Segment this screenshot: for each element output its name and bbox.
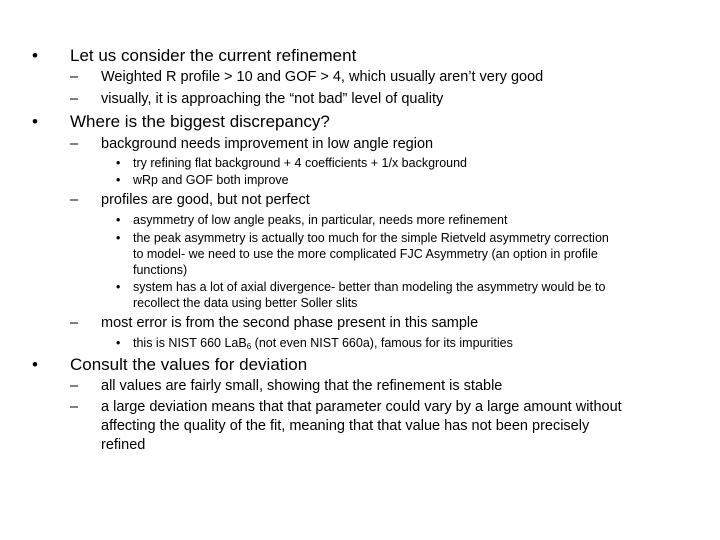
bullet-marker: • [32,46,38,65]
sub-sub-bullet-text: to model- we need to use the more complicated FJC Asymmetry (an option in profile [133,247,598,261]
subscript: 6 [246,342,252,351]
sub-sub-bullet-text [133,336,513,350]
dot-marker: • [116,173,121,187]
sub-sub-bullet-text: system has a lot of axial divergence- better than modeling the asymmetry would be to [133,280,606,294]
sub-sub-bullet-text: the peak asymmetry is actually too much for the simple Rietveld asymmetry correction [133,231,609,245]
dot-marker: • [116,280,121,294]
sub-bullet-text: all values are fairly small, showing that the refinement is stable [101,378,503,394]
dot-marker: • [116,336,121,350]
sub-bullet-text: profiles are good, but not perfect [101,192,310,208]
sub-bullet-text: Weighted R profile > 10 and GOF > 4, which usually aren’t very good [101,69,544,85]
sub-bullet-text: a large deviation means that that parameter could vary by a large amount without [101,399,622,415]
sub-sub-bullet-text: wRp and GOF both improve [133,173,289,187]
dash-marker: – [70,136,79,152]
dot-marker: • [116,156,121,170]
dot-marker: • [116,213,121,227]
sub-bullet-text: refined [101,437,146,453]
sub-bullet-text: visually, it is approaching the “not bad” level of quality [101,91,444,107]
text-part: (not even NIST 660a), famous for its impurities [251,336,513,350]
sub-sub-bullet-text: recollect the data using better Soller slits [133,296,358,310]
sub-bullet-text: most error is from the second phase present in this sample [101,315,479,331]
text-part: this is NIST 660 La [133,336,239,350]
dash-marker: – [70,315,79,331]
sub-sub-bullet-text: functions) [133,263,188,277]
bullet-text: Let us consider the current refinement [70,46,357,65]
sub-sub-bullet-text: asymmetry of low angle peaks, in particular, needs more refinement [133,213,508,227]
bullet-marker: • [32,112,38,131]
dash-marker: – [70,69,79,85]
dash-marker: – [70,192,79,208]
dash-marker: – [70,91,79,107]
dot-marker: • [116,231,121,245]
sub-sub-bullet-text: try refining flat background + 4 coefficients + 1/x background [133,156,467,170]
bullet-text: Where is the biggest discrepancy? [70,112,330,131]
bullet-text: Consult the values for deviation [70,355,308,374]
bullet-marker: • [32,355,38,374]
text-part: B [238,336,247,350]
dash-marker: – [70,378,79,394]
sub-bullet-text: affecting the quality of the fit, meaning that that value has not been precisely [101,418,590,434]
dash-marker: – [70,399,79,415]
sub-bullet-text: background needs improvement in low angle region [101,136,434,152]
